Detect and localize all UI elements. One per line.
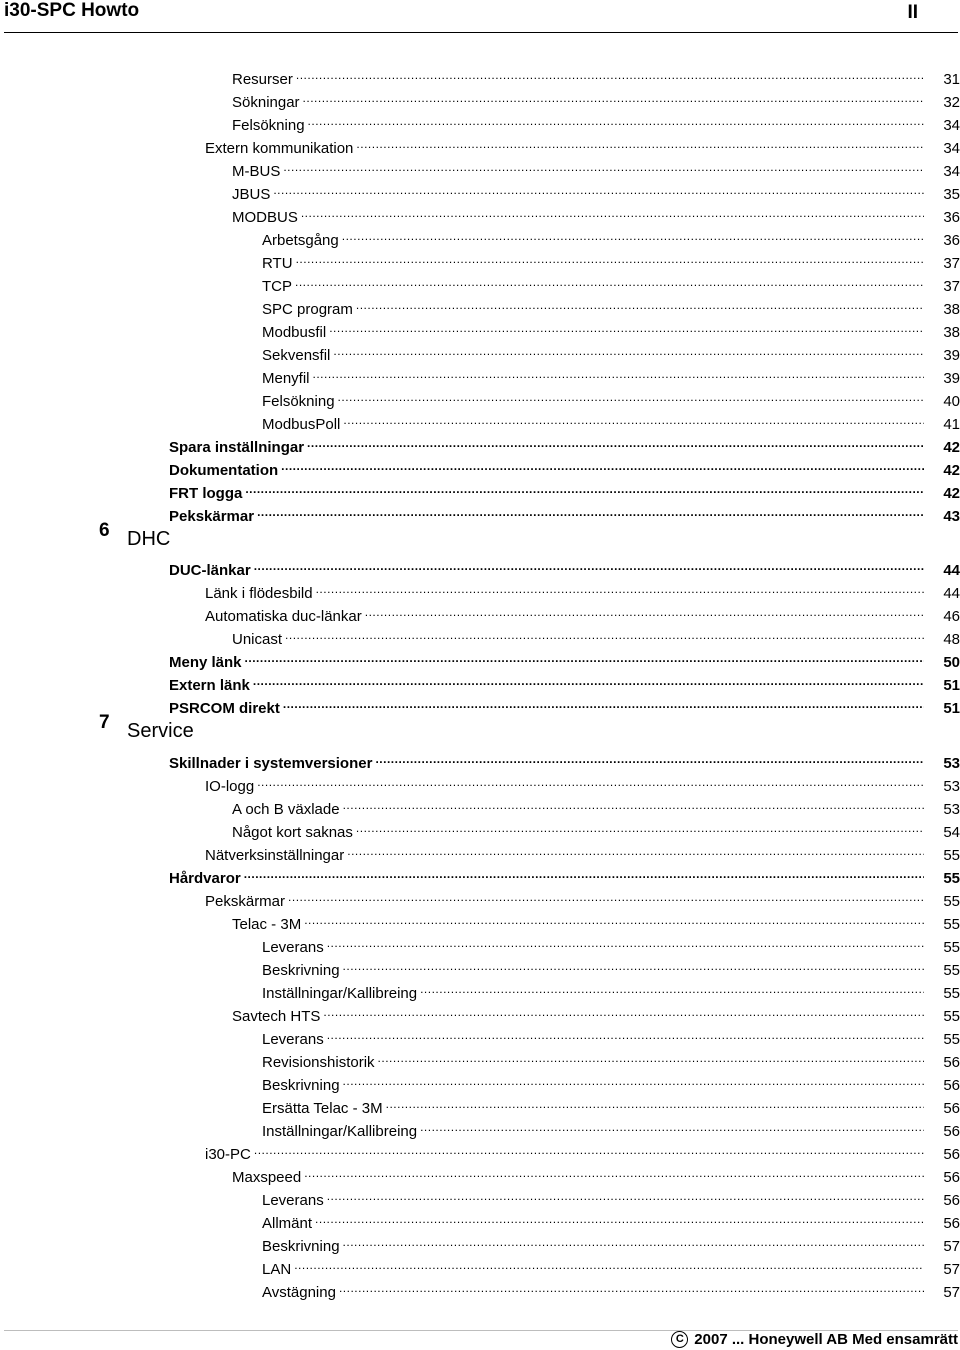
document-title: i30-SPC Howto — [4, 0, 140, 21]
toc-entry-label: Dokumentation — [169, 462, 279, 479]
toc-entry-page: 55 — [943, 916, 960, 933]
toc-entry-label: Inställningar/Kallibreing — [262, 985, 418, 1002]
toc-entry[interactable] — [205, 773, 960, 793]
toc-entry-label: Felsökning — [262, 393, 335, 410]
dot-leader — [356, 819, 924, 837]
dot-leader — [333, 342, 924, 360]
dot-leader — [329, 319, 924, 337]
toc-entry-page: 39 — [943, 370, 960, 387]
dot-leader — [327, 1187, 924, 1205]
toc-entry[interactable] — [232, 89, 960, 109]
toc-entry-label: Sekvensfil — [262, 347, 331, 364]
copyright-icon: C — [671, 1331, 688, 1348]
footer-text: 2007 ... Honeywell AB Med ensamrätt — [694, 1331, 958, 1348]
toc-entry[interactable] — [205, 580, 960, 600]
toc-entry-label: Leverans — [262, 1192, 324, 1209]
toc-entry-page: 35 — [943, 186, 960, 203]
dot-leader — [308, 112, 924, 130]
toc-entry-label: Arbetsgång — [262, 232, 339, 249]
toc-entry-label: A och B växlade — [232, 801, 340, 818]
dot-leader — [254, 557, 924, 575]
toc-entry-page: 51 — [943, 700, 960, 717]
dot-leader — [420, 980, 924, 998]
page-number: II — [907, 2, 918, 23]
toc-entry-page: 51 — [943, 677, 960, 694]
toc-entry-label: Något kort saknas — [232, 824, 353, 841]
toc-entry[interactable] — [232, 66, 960, 86]
toc-entry-page: 57 — [943, 1238, 960, 1255]
toc-entry-label: SPC program — [262, 301, 353, 318]
dot-leader — [338, 388, 924, 406]
toc-entry-page: 32 — [943, 94, 960, 111]
dot-leader — [288, 888, 924, 906]
toc-entry-label: Allmänt — [262, 1215, 313, 1232]
chapter-title: Service — [127, 720, 194, 742]
toc-entry-page: 34 — [943, 163, 960, 180]
toc-entry-page: 37 — [943, 255, 960, 272]
toc-entry-page: 46 — [943, 608, 960, 625]
toc-entry[interactable] — [232, 796, 960, 816]
toc-entry-label: Leverans — [262, 1031, 324, 1048]
toc-entry[interactable] — [169, 480, 960, 500]
toc-entry-page: 37 — [943, 278, 960, 295]
toc-entry[interactable] — [205, 603, 960, 623]
dot-leader — [315, 1210, 924, 1228]
toc-entry[interactable] — [262, 411, 960, 431]
toc-entry[interactable] — [262, 296, 960, 316]
toc-entry-label: PSRCOM direkt — [169, 700, 280, 717]
dot-leader — [375, 750, 924, 768]
dot-leader — [343, 957, 924, 975]
toc-entry[interactable] — [205, 1141, 960, 1161]
toc-entry-page: 31 — [943, 71, 960, 88]
toc-entry[interactable] — [262, 319, 960, 339]
toc-entry[interactable] — [169, 557, 960, 577]
toc-entry[interactable] — [232, 204, 960, 224]
toc-entry-label: TCP — [262, 278, 292, 295]
toc-entry-page: 43 — [943, 508, 960, 525]
dot-leader — [281, 457, 924, 475]
toc-entry-page: 55 — [943, 962, 960, 979]
toc-entry-page: 36 — [943, 232, 960, 249]
toc-entry-label: Beskrivning — [262, 1238, 340, 1255]
toc-entry[interactable] — [262, 1279, 960, 1299]
toc-entry-page: 48 — [943, 631, 960, 648]
toc-entry-label: Resurser — [232, 71, 293, 88]
toc-entry[interactable] — [262, 1210, 960, 1230]
dot-leader — [356, 135, 924, 153]
toc-entry-label: Extern kommunikation — [205, 140, 354, 157]
toc-entry-label: Modbusfil — [262, 324, 327, 341]
toc-entry-label: Meny länk — [169, 654, 242, 671]
dot-leader — [420, 1118, 924, 1136]
dot-leader — [296, 66, 924, 84]
toc-entry[interactable] — [262, 1187, 960, 1207]
dot-leader — [245, 649, 924, 667]
toc-entry-label: Beskrivning — [262, 1077, 340, 1094]
dot-leader — [365, 603, 924, 621]
toc-entry-label: Extern länk — [169, 677, 250, 694]
toc-entry-label: Beskrivning — [262, 962, 340, 979]
toc-entry-page: 34 — [943, 140, 960, 157]
toc-entry[interactable] — [262, 1049, 960, 1069]
toc-entry[interactable] — [232, 626, 960, 646]
toc-entry[interactable] — [205, 888, 960, 908]
toc-entry-page: 41 — [943, 416, 960, 433]
toc-entry-page: 42 — [943, 462, 960, 479]
toc-entry[interactable] — [262, 1095, 960, 1115]
toc-entry-page: 44 — [943, 562, 960, 579]
toc-entry[interactable] — [232, 181, 960, 201]
toc-entry[interactable] — [232, 112, 960, 132]
toc-entry-label: Spara inställningar — [169, 439, 305, 456]
toc-entry[interactable] — [262, 934, 960, 954]
toc-entry[interactable] — [262, 365, 960, 385]
toc-entry-page: 56 — [943, 1123, 960, 1140]
toc-entry[interactable] — [232, 1164, 960, 1184]
toc-entry[interactable] — [169, 649, 960, 669]
toc-entry-label: Felsökning — [232, 117, 305, 134]
toc-entry[interactable] — [262, 388, 960, 408]
toc-entry-label: Menyfil — [262, 370, 310, 387]
chapter-number: 6 — [99, 520, 110, 541]
dot-leader — [316, 580, 924, 598]
toc-entry[interactable] — [262, 342, 960, 362]
toc-entry-label: MODBUS — [232, 209, 298, 226]
toc-entry-label: Hårdvaror — [169, 870, 241, 887]
dot-leader — [301, 204, 924, 222]
toc-entry-label: FRT logga — [169, 485, 243, 502]
toc-entry-page: 42 — [943, 485, 960, 502]
toc-entry-page: 56 — [943, 1100, 960, 1117]
dot-leader — [273, 181, 924, 199]
toc-entry-page: 55 — [943, 985, 960, 1002]
toc-entry-label: Revisionshistorik — [262, 1054, 375, 1071]
toc-entry[interactable] — [232, 158, 960, 178]
toc-entry-label: Sökningar — [232, 94, 300, 111]
toc-entry-page: 55 — [943, 1008, 960, 1025]
toc-entry-page: 55 — [943, 847, 960, 864]
toc-entry-label: LAN — [262, 1261, 292, 1278]
toc-entry-label: JBUS — [232, 186, 271, 203]
toc-entry-page: 44 — [943, 585, 960, 602]
dot-leader — [386, 1095, 924, 1113]
dot-leader — [378, 1049, 924, 1067]
toc-entry-label: ModbusPoll — [262, 416, 341, 433]
toc-entry[interactable] — [232, 819, 960, 839]
dot-leader — [244, 865, 924, 883]
toc-entry-page: 55 — [943, 870, 960, 887]
toc-entry-page: 56 — [943, 1215, 960, 1232]
toc-entry-page: 55 — [943, 1031, 960, 1048]
toc-entry-page: 53 — [943, 778, 960, 795]
dot-leader — [327, 934, 924, 952]
toc-entry-page: 53 — [943, 755, 960, 772]
toc-entry[interactable] — [169, 434, 960, 454]
toc-entry[interactable] — [262, 250, 960, 270]
toc-entry-label: Nätverksinställningar — [205, 847, 345, 864]
toc-entry-page: 53 — [943, 801, 960, 818]
toc-entry-label: Automatiska duc-länkar — [205, 608, 362, 625]
dot-leader — [285, 626, 924, 644]
toc-entry-label: DUC-länkar — [169, 562, 251, 579]
dot-leader — [254, 1141, 924, 1159]
toc-entry-label: Inställningar/Kallibreing — [262, 1123, 418, 1140]
dot-leader — [342, 227, 924, 245]
dot-leader — [253, 672, 924, 690]
toc-entry[interactable] — [262, 1072, 960, 1092]
toc-entry-label: i30-PC — [205, 1146, 251, 1163]
toc-entry-label: IO-logg — [205, 778, 255, 795]
toc-entry-page: 55 — [943, 893, 960, 910]
dot-leader — [283, 158, 924, 176]
toc-entry[interactable] — [232, 1003, 960, 1023]
toc-entry[interactable] — [262, 1118, 960, 1138]
toc-entry[interactable] — [232, 911, 960, 931]
toc-entry-page: 54 — [943, 824, 960, 841]
toc-entry-page: 36 — [943, 209, 960, 226]
toc-entry-page: 57 — [943, 1284, 960, 1301]
toc-entry[interactable] — [262, 273, 960, 293]
toc-entry-page: 38 — [943, 324, 960, 341]
dot-leader — [307, 434, 924, 452]
toc-entry-label: Pekskärmar — [205, 893, 286, 910]
dot-leader — [245, 480, 924, 498]
dot-leader — [257, 773, 924, 791]
dot-leader — [283, 695, 924, 713]
toc-entry[interactable] — [205, 135, 960, 155]
dot-leader — [294, 1256, 924, 1274]
toc-entry[interactable] — [262, 1256, 960, 1276]
chapter-number: 7 — [99, 712, 110, 733]
toc-entry-page: 56 — [943, 1169, 960, 1186]
toc-entry-label: Maxspeed — [232, 1169, 302, 1186]
toc-entry-page: 38 — [943, 301, 960, 318]
toc-entry-page: 39 — [943, 347, 960, 364]
toc-entry-label: M-BUS — [232, 163, 281, 180]
dot-leader — [343, 411, 924, 429]
toc-entry-label: Länk i flödesbild — [205, 585, 313, 602]
toc-entry-page: 56 — [943, 1192, 960, 1209]
toc-entry-label: Leverans — [262, 939, 324, 956]
dot-leader — [304, 1164, 924, 1182]
chapter-title: DHC — [127, 528, 171, 550]
toc-entry[interactable] — [262, 980, 960, 1000]
toc-entry-label: Skillnader i systemversioner — [169, 755, 373, 772]
toc-entry-label: Savtech HTS — [232, 1008, 321, 1025]
toc-entry-page: 42 — [943, 439, 960, 456]
dot-leader — [347, 842, 924, 860]
toc-entry-page: 56 — [943, 1077, 960, 1094]
page-footer — [671, 1331, 958, 1348]
dot-leader — [343, 1072, 924, 1090]
toc-entry[interactable] — [262, 1233, 960, 1253]
toc-entry-page: 57 — [943, 1261, 960, 1278]
toc-entry[interactable] — [169, 750, 960, 770]
toc-entry-page: 40 — [943, 393, 960, 410]
toc-entry[interactable] — [169, 672, 960, 692]
toc-entry-label: RTU — [262, 255, 293, 272]
dot-leader — [323, 1003, 924, 1021]
dot-leader — [295, 273, 924, 291]
dot-leader — [304, 911, 924, 929]
toc-entry-page: 55 — [943, 939, 960, 956]
dot-leader — [313, 365, 924, 383]
toc-entry-page: 56 — [943, 1146, 960, 1163]
dot-leader — [343, 1233, 924, 1251]
toc-entry[interactable] — [262, 227, 960, 247]
toc-entry-page: 50 — [943, 654, 960, 671]
dot-leader — [327, 1026, 924, 1044]
toc-entry[interactable] — [262, 1026, 960, 1046]
toc-entry-page: 56 — [943, 1054, 960, 1071]
dot-leader — [257, 503, 924, 521]
toc-entry[interactable] — [205, 842, 960, 862]
toc-entry-label: Pekskärmar — [169, 508, 255, 525]
toc-entry[interactable] — [169, 457, 960, 477]
dot-leader — [303, 89, 924, 107]
toc-entry[interactable] — [169, 865, 960, 885]
toc-entry-label: Telac - 3M — [232, 916, 302, 933]
dot-leader — [296, 250, 924, 268]
dot-leader — [339, 1279, 924, 1297]
toc-entry-label: Ersätta Telac - 3M — [262, 1100, 383, 1117]
dot-leader — [343, 796, 924, 814]
toc-entry[interactable] — [169, 503, 960, 523]
toc-entry-label: Unicast — [232, 631, 283, 648]
toc-entry-label: Avstägning — [262, 1284, 336, 1301]
toc-entry-page: 34 — [943, 117, 960, 134]
toc-entry[interactable] — [169, 695, 960, 715]
toc-entry[interactable] — [262, 957, 960, 977]
dot-leader — [356, 296, 924, 314]
